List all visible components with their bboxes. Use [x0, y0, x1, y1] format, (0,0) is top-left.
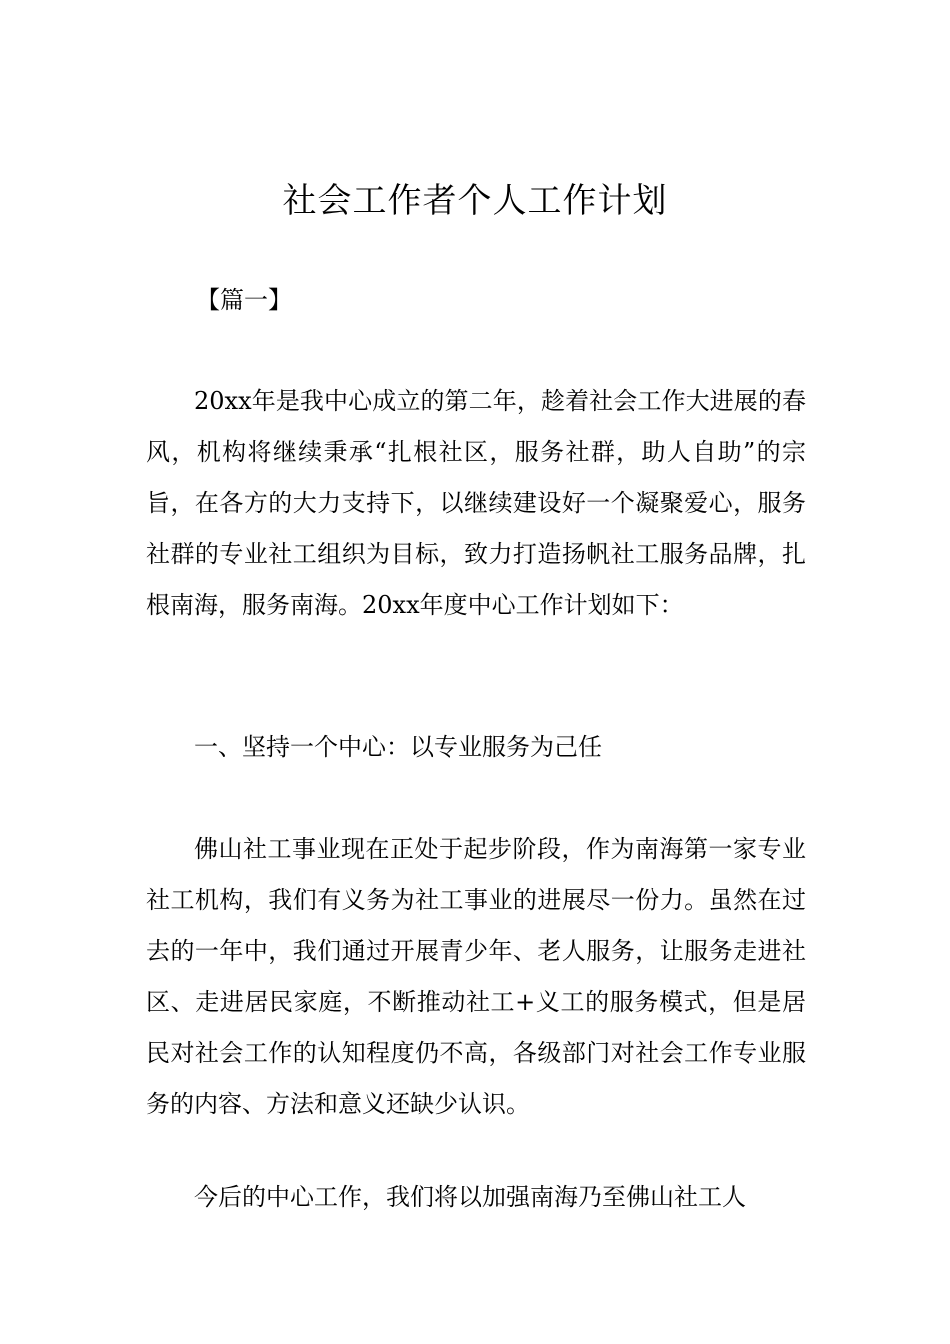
paragraph-intro: 20xx年是我中心成立的第二年，趁着社会工作大进展的春风，机构将继续秉承“扎根社区，服务社群，助人自助”的宗旨，在各方的大力支持下，以继续建设好一个凝聚爱心，服务社群的专业社工组织为目标，致力打造扬帆社工服务品牌，扎根南海，服务南海。20xx年度中心工作计划如下： [146, 387, 806, 619]
section-heading-1: 一、坚持一个中心：以专业服务为己任 [194, 733, 602, 761]
document-title: 社会工作者个人工作计划 [282, 181, 668, 221]
paragraph-body-2: 今后的中心工作，我们将以加强南海乃至佛山社工人 [194, 1183, 746, 1211]
paragraph-body-1: 佛山社工事业现在正处于起步阶段，作为南海第一家专业社工机构，我们有义务为社工事业的进展尽一份力。虽然在过去的一年中，我们通过开展青少年、老人服务，让服务走进社区、走进居民家庭，不断推动社工+义工的服务模式，但是居民对社会工作的认知程度仍不高，各级部门对社会工作专业服务的内容、方法和意义还缺少认识。 [146, 835, 806, 1118]
section-label: 【篇一】 [196, 286, 292, 314]
